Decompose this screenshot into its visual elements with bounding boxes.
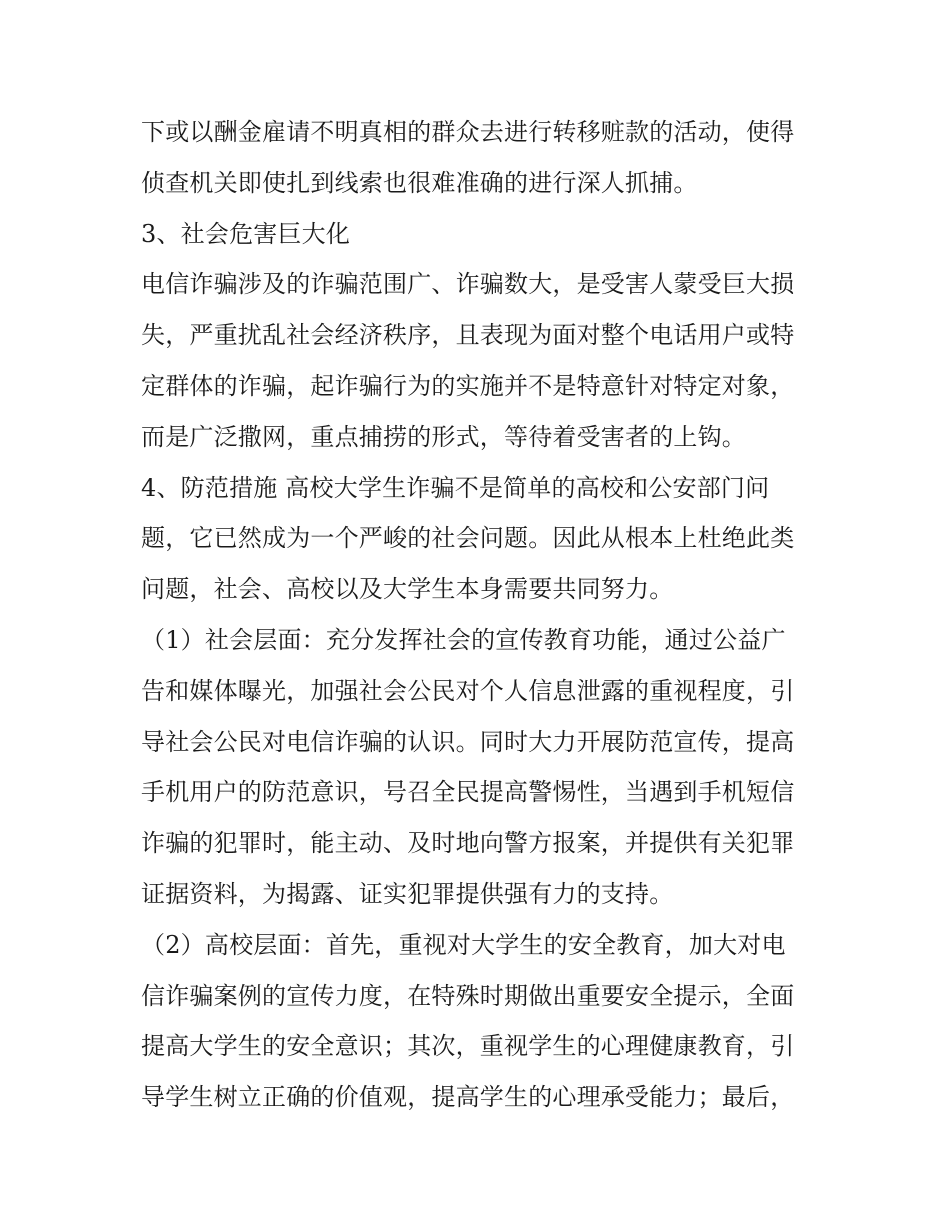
text-line: 失，严重扰乱社会经济秩序，且表现为面对整个电话用户或特 [141, 321, 795, 350]
text-line: 题，它已然成为一个严峻的社会问题。因此从根本上杜绝此类 [141, 524, 795, 553]
text-line: 提高大学生的安全意识；其次，重视学生的心理健康教育，引 [141, 1032, 795, 1061]
text-line: 定群体的诈骗，起诈骗行为的实施并不是特意针对特定对象， [141, 371, 795, 400]
text-line: 问题，社会、高校以及大学生本身需要共同努力。 [141, 575, 674, 604]
text-line: 而是广泛撒网，重点捕捞的形式，等待着受害者的上钩。 [141, 422, 746, 451]
text-line: 导学生树立正确的价值观，提高学生的心理承受能力；最后， [141, 1083, 795, 1112]
text-line: 侦查机关即使扎到线索也很难准确的进行深人抓捕。 [141, 168, 698, 197]
section-heading: 3、社会危害巨大化 [141, 219, 351, 248]
body-text [141, 107, 821, 1123]
text-line: （2）高校层面：首先，重视对大学生的安全教育，加大对电 [141, 930, 786, 959]
text-line: 电信诈骗涉及的诈骗范围广、诈骗数大，是受害人蒙受巨大损 [141, 270, 795, 299]
text-line: 诈骗的犯罪时，能主动、及时地向警方报案，并提供有关犯罪 [141, 829, 795, 858]
text-line: 导社会公民对电信诈骗的认识。同时大力开展防范宣传，提高 [141, 727, 795, 756]
section-heading: 4、防范措施 高校大学生诈骗不是简单的高校和公安部门问 [141, 473, 770, 502]
text-line: 手机用户的防范意识，号召全民提高警惕性，当遇到手机短信 [141, 778, 795, 807]
text-line: 证据资料，为揭露、证实犯罪提供强有力的支持。 [141, 879, 674, 908]
text-line: 告和媒体曝光，加强社会公民对个人信息泄露的重视程度，引 [141, 676, 795, 705]
text-line: （1）社会层面：充分发挥社会的宣传教育功能，通过公益广 [141, 625, 786, 654]
text-line: 下或以酬金雇请不明真相的群众去进行转移赃款的活动，使得 [141, 118, 795, 146]
text-line: 信诈骗案例的宣传力度，在特殊时期做出重要安全提示，全面 [141, 981, 795, 1010]
